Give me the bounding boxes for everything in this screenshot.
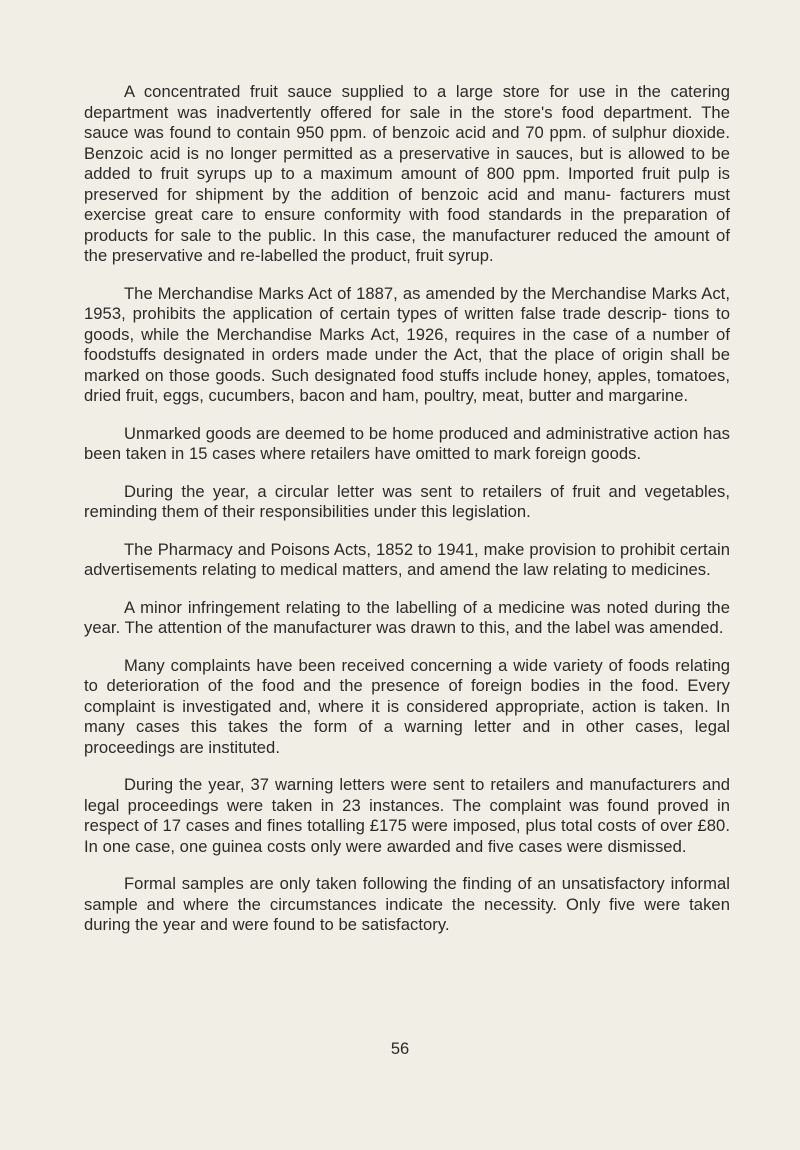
paragraph-medicine-labelling: A minor infringement relating to the labelling of a medicine was noted during the year. The attention of the manufacturer was drawn to this, and the label was amended. [84,597,730,637]
paragraph-circular-letter: During the year, a circular letter was sent to retailers of fruit and vegetables, reminding them of their responsibilities under this legislation. [84,481,730,521]
paragraph-complaints: Many complaints have been received concerning a wide variety of foods relating to deterioration of the food and the presence of foreign bodies in the food. Every complaint is investigated and, where it is considered appropriate, action is taken. In many cases this takes the form of a warning letter and in other cases, legal proceedings are instituted. [84,655,730,757]
paragraph-fruit-sauce: A concentrated fruit sauce supplied to a large store for use in the catering department was inadvertently offered for sale in the store's food department. The sauce was found to contain 950 ppm. of benzoic acid and 70 ppm. of sulphur dioxide. Benzoic acid is no longer permitted as a preservative in sauces, but is allowed to be added to fruit syrups up to a maximum amount of 800 ppm. Imported fruit pulp is preserved for shipment by the addition of benzoic acid and manu- facturers must exercise great care to ensure conformity with food standards in the preparation of products for sale to the public. In this case, the manufacturer reduced the amount of the preservative and re-labelled the product, fruit syrup. [84,82,730,265]
paragraph-formal-samples: Formal samples are only taken following the finding of an unsatisfactory informal sample and where the circumstances indicate the necessity. Only five were taken during the year and were found to be satisfactory. [84,874,730,934]
paragraph-pharmacy-poisons-acts: The Pharmacy and Poisons Acts, 1852 to 1941, make provision to prohibit certain advertisements relating to medical matters, and amend the law relating to medicines. [84,539,730,579]
page-number: 56 [390,1040,410,1058]
paragraph-warning-letters: During the year, 37 warning letters were sent to retailers and manufacturers and legal proceedings were taken in 23 instances. The complaint was found proved in respect of 17 cases and fines totalling £175 were imposed, plus total costs of over £80. In one case, one guinea costs only were awarded and five cases were dismissed. [84,775,730,856]
paragraph-unmarked-goods: Unmarked goods are deemed to be home produced and administrative action has been taken in 15 cases where retailers have omitted to mark foreign goods. [84,423,730,463]
paragraph-merchandise-marks-act: The Merchandise Marks Act of 1887, as amended by the Merchandise Marks Act, 1953, prohibits the application of certain types of written false trade descrip- tions to goods, while the Merchandise Marks Act, 1926, requires in the case of a number of foodstuffs designated in orders made under the Act, that the place of origin shall be marked on those goods. Such designated food stuffs include honey, apples, tomatoes, dried fruit, eggs, cucumbers, bacon and ham, poultry, meat, butter and margarine. [84,283,730,405]
